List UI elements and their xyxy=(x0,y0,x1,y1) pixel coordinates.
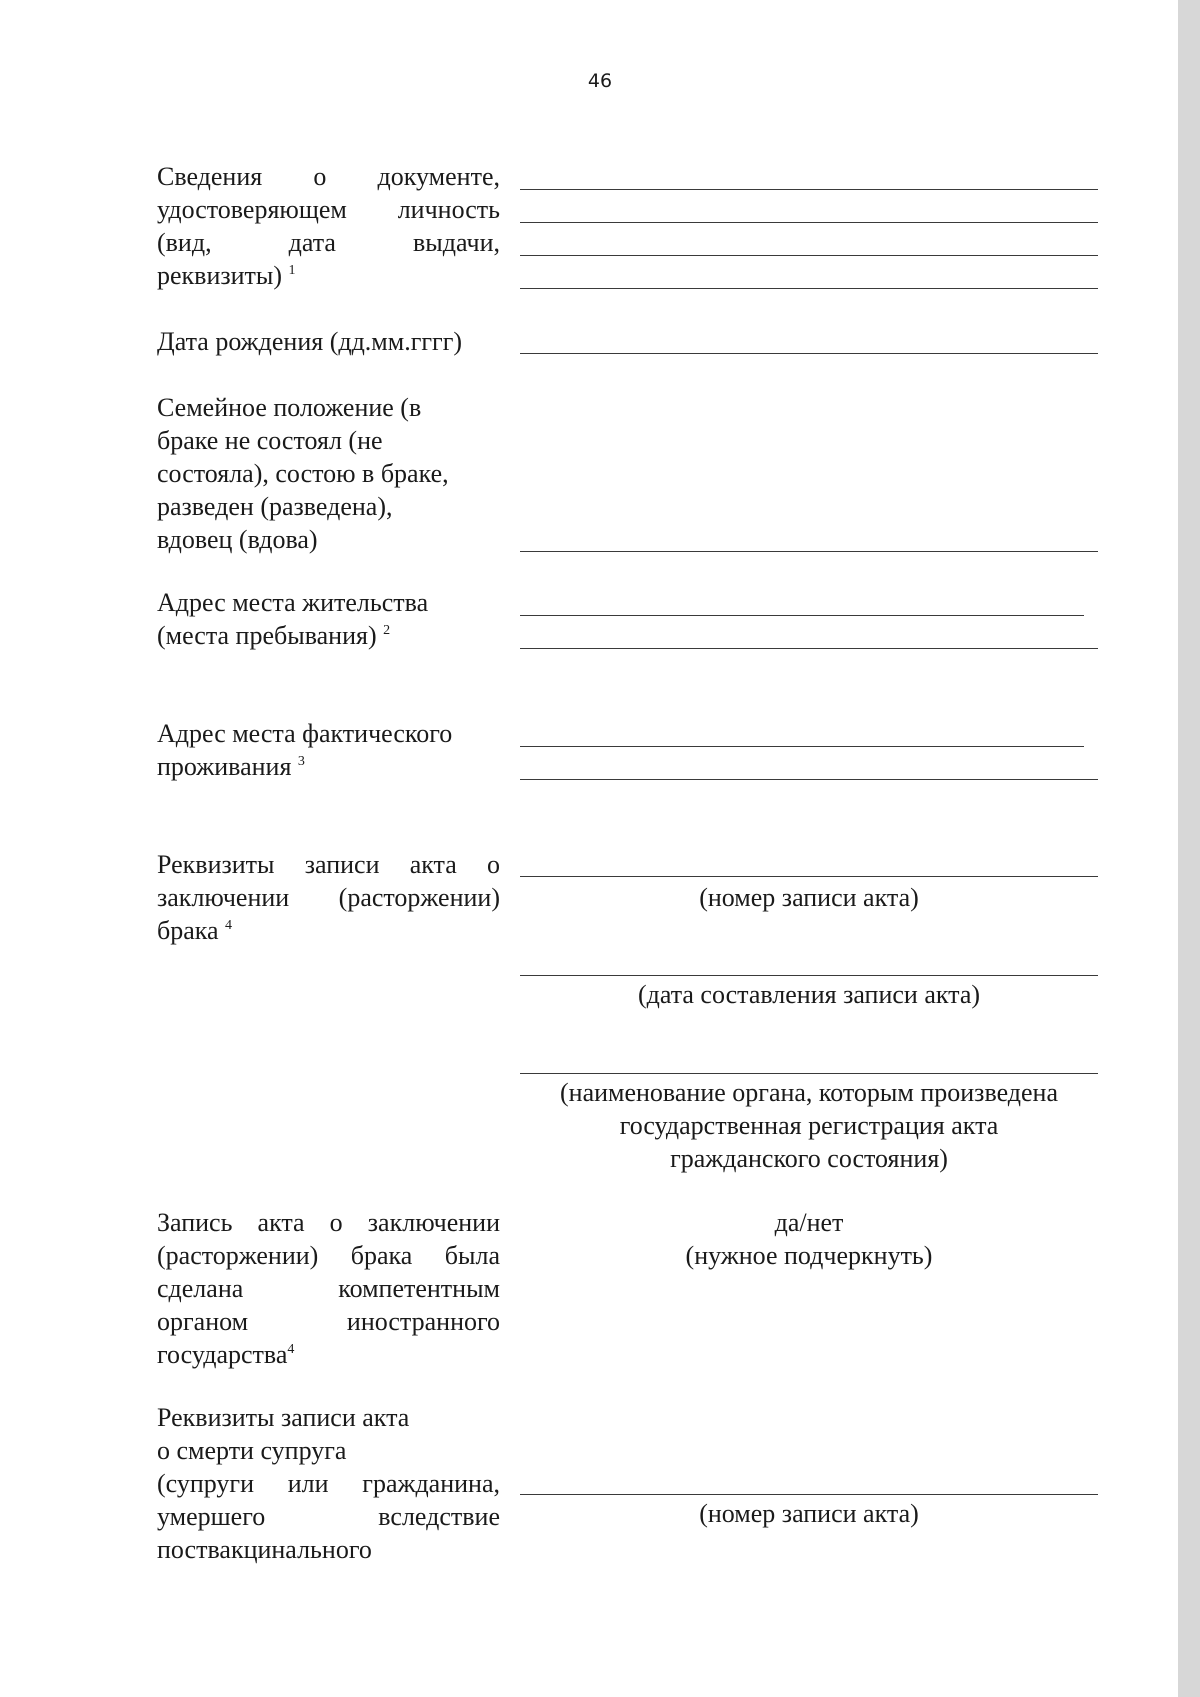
residence-address-label-line xyxy=(157,619,500,652)
foreign-authority-label xyxy=(157,1206,500,1371)
authority-caption-line: (наименование органа, которым произведена xyxy=(560,1078,1058,1107)
foreign-authority-label-text: государства xyxy=(157,1340,288,1369)
spouse-death-record-label-line: поствакцинального xyxy=(157,1535,372,1564)
page-number: 46 xyxy=(587,70,613,92)
identity-document-label-line: удостоверяющем личность xyxy=(157,195,500,224)
yes-no-choice[interactable]: да/нет xyxy=(774,1208,844,1237)
spouse-death-record-label-line: умершего вследствие xyxy=(157,1502,500,1531)
spouse-death-record-label-line: (супруги или гражданина, xyxy=(157,1469,500,1498)
actual-address-line[interactable] xyxy=(520,746,1084,747)
identity-document-line[interactable] xyxy=(520,255,1098,256)
identity-document-line[interactable] xyxy=(520,189,1098,190)
residence-address-label xyxy=(157,586,500,652)
authority-caption-line: гражданского состояния) xyxy=(670,1144,948,1173)
marital-status-label-line: браке не состоял (не xyxy=(157,426,383,455)
marriage-record-label-line: заключении (расторжении) xyxy=(157,883,500,912)
identity-document-label-line: (вид, дата выдачи, xyxy=(157,228,500,257)
marriage-record-label-line xyxy=(157,914,500,947)
identity-document-label-text: реквизиты) xyxy=(157,261,283,290)
scan-page-edge xyxy=(1178,0,1200,1697)
foreign-authority-label-line: органом иностранного xyxy=(157,1307,500,1336)
spouse-death-record-label-line: Реквизиты записи акта xyxy=(157,1403,410,1432)
marital-status-label-line: Семейное положение (в xyxy=(157,393,422,422)
birth-date-label: Дата рождения (дд.мм.гггг) xyxy=(157,327,463,356)
marital-status-label-line: разведен (разведена), xyxy=(157,492,393,521)
residence-address-line[interactable] xyxy=(520,648,1098,649)
birth-date-line[interactable] xyxy=(520,353,1098,354)
authority-caption-line: государственная регистрация акта xyxy=(619,1111,999,1140)
marriage-record-label-line: Реквизиты записи акта о xyxy=(157,850,500,879)
marriage-record-date-line[interactable] xyxy=(520,975,1098,976)
underline-hint: (нужное подчеркнуть) xyxy=(685,1241,933,1270)
marital-status-label-line: вдовец (вдова) xyxy=(157,525,318,554)
actual-address-line[interactable] xyxy=(520,779,1098,780)
footnote-marker: 4 xyxy=(225,918,233,933)
actual-address-label-line: Адрес места фактического xyxy=(157,719,453,748)
footnote-marker: 3 xyxy=(297,754,305,769)
residence-address-line[interactable] xyxy=(520,615,1084,616)
marriage-record-date-caption: (дата составления записи акта) xyxy=(637,980,981,1009)
footnote-marker: 4 xyxy=(287,1342,295,1357)
identity-document-line[interactable] xyxy=(520,222,1098,223)
spouse-death-record-label-line: о смерти супруга xyxy=(157,1436,347,1465)
foreign-authority-label-line: сделана компетентным xyxy=(157,1274,500,1303)
marriage-record-number-caption: (номер записи акта) xyxy=(699,883,919,912)
spouse-death-record-label xyxy=(157,1401,500,1566)
identity-document-label xyxy=(157,160,500,292)
marriage-record-label-text: брака xyxy=(157,916,219,945)
residence-address-label-text: (места пребывания) xyxy=(157,621,377,650)
actual-address-label-line xyxy=(157,750,500,783)
marriage-record-authority-line[interactable] xyxy=(520,1073,1098,1074)
marriage-record-label xyxy=(157,848,500,947)
actual-address-label xyxy=(157,717,500,783)
marriage-record-number-line[interactable] xyxy=(520,876,1098,877)
marital-status-label xyxy=(157,391,500,556)
residence-address-label-line: Адрес места жительства xyxy=(157,588,429,617)
marriage-record-authority-caption xyxy=(520,1076,1098,1175)
foreign-authority-label-line: (расторжении) брака была xyxy=(157,1241,500,1270)
footnote-marker: 2 xyxy=(383,623,391,638)
spouse-death-record-number-line[interactable] xyxy=(520,1494,1098,1495)
marital-status-line[interactable] xyxy=(520,551,1098,552)
actual-address-label-text: проживания xyxy=(157,752,292,781)
footnote-marker: 1 xyxy=(288,263,296,278)
identity-document-label-line: Сведения о документе, xyxy=(157,162,500,191)
identity-document-label-line xyxy=(157,259,500,292)
foreign-authority-label-line: Запись акта о заключении xyxy=(157,1208,500,1237)
identity-document-line[interactable] xyxy=(520,288,1098,289)
marital-status-label-line: состояла), состою в браке, xyxy=(157,459,449,488)
foreign-authority-label-line xyxy=(157,1338,500,1371)
spouse-death-record-number-caption: (номер записи акта) xyxy=(699,1499,919,1528)
